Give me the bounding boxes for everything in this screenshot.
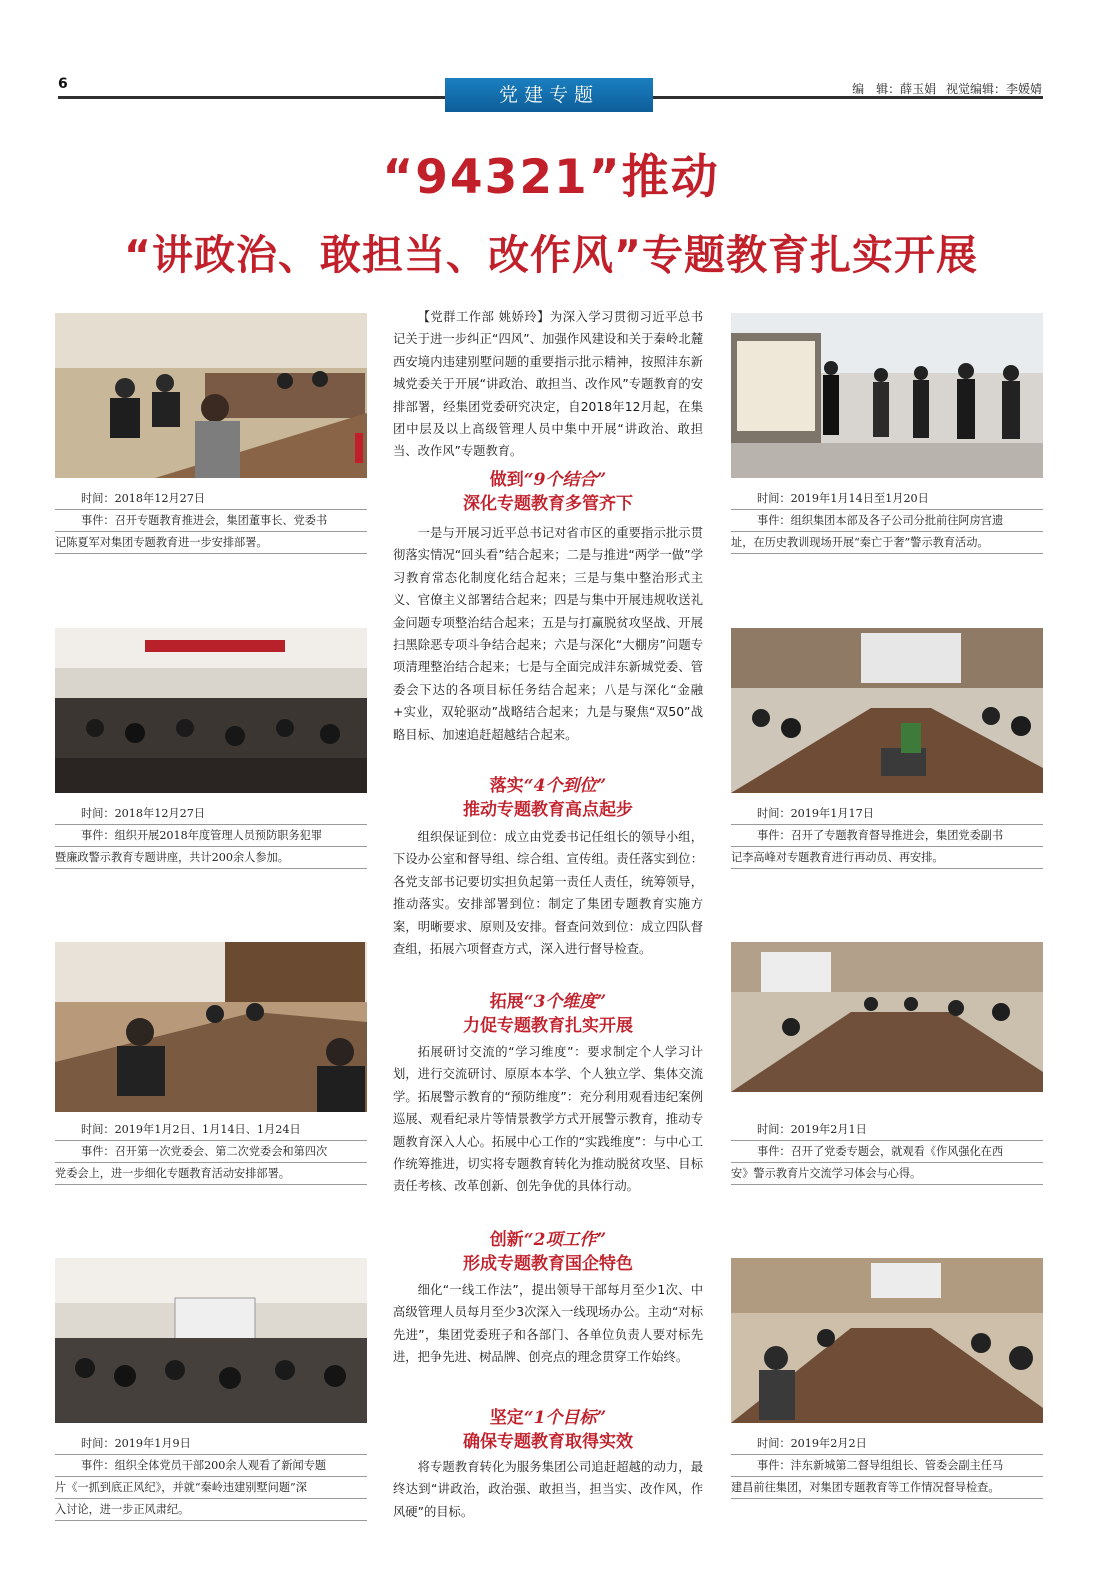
subhead-title: 确保专题教育取得实效 (463, 1432, 633, 1452)
caption-event: 入讨论，进一步正风肃纪。 (55, 1499, 367, 1521)
caption-left-2 (55, 803, 367, 869)
subhead-title: 推动专题教育高点起步 (463, 800, 633, 820)
section-text: 将专题教育转化为服务集团公司追赶超越的动力，最终达到“讲政治，政治强、敢担当，担当实、改作风，作风硬”的目标。 (393, 1460, 703, 1519)
editor-label: 编 辑：薛玉娟 (852, 82, 937, 96)
caption-event: 事件：召开专题教育推进会，集团董事长、党委书 (55, 510, 367, 532)
headline-line2: “讲政治、敢担当、改作风”专题教育扎实开展 (124, 231, 978, 279)
caption-event: 片《一抓到底正风纪》，并就“秦岭违建别墅问题”深 (55, 1477, 367, 1499)
subhead-4 (393, 1228, 703, 1276)
caption-right-2 (731, 803, 1043, 869)
headline-line1: “94321”推动 (382, 150, 720, 205)
subhead-num: “4个到位” (523, 776, 607, 796)
caption-date: 时间：2019年2月1日 (731, 1119, 1043, 1141)
caption-event: 事件：组织开展2018年度管理人员预防职务犯罪 (55, 825, 367, 847)
caption-right-3 (731, 1119, 1043, 1185)
caption-right-1 (731, 488, 1043, 554)
intro-text: 【党群工作部 姚娇玲】为深入学习贯彻习近平总书记关于进一步纠正“四风”、加强作风建设和关于秦岭北麓西安境内违建别墅问题的重要指示批示精神，按照沣东新城党委关于开展“讲政治、敢担当、改作风”专题教育的安排部署，经集团党委研究决定，自2018年12月起，在集团中层及以上高级管理人员中集中开展“讲政治、敢担当、改作风”专题教育。 (393, 310, 703, 459)
caption-event: 记李高峰对专题教育进行再动员、再安排。 (731, 847, 1043, 869)
subhead-title: 形成专题教育国企特色 (463, 1254, 633, 1274)
caption-event: 事件：召开第一次党委会、第二次党委会和第四次 (55, 1141, 367, 1163)
caption-event: 事件：召开了党委专题会，就观看《作风强化在西 (731, 1141, 1043, 1163)
caption-event: 事件：组织集团本部及各子公司分批前往阿房宫遗 (731, 510, 1043, 532)
section-text: 一是与开展习近平总书记对省市区的重要指示批示贯彻落实情况“回头看”结合起来；二是与推进“两学一做”学习教育常态化制度化结合起来；三是与集中整治形式主义、官僚主义部署结合起来；四是与集中开展违规收送礼金问题专项整治结合起来；五是与打赢脱贫攻坚战、开展扫黑除恶专项斗争结合起来；六是与深化“大棚房”问题专项清理整治结合起来；七是与全面完成沣东新城党委、管委会下达的各项目标任务结合起来；八是与深化“金融+实业，双轮驱动”战略结合起来；九是与聚焦“双50”战略目标、加速追赶超越结合起来。 (393, 526, 703, 742)
caption-event: 党委会上，进一步细化专题教育活动安排部署。 (55, 1163, 367, 1185)
subhead-pre: 创新 (489, 1230, 524, 1250)
section-body-3 (393, 1041, 703, 1198)
caption-date: 时间：2018年12月27日 (55, 488, 367, 510)
caption-left-3 (55, 1119, 367, 1185)
subhead-num: “3个维度” (523, 992, 607, 1012)
caption-event: 事件：召开了专题教育督导推进会，集团党委副书 (731, 825, 1043, 847)
section-text: 组织保证到位：成立由党委书记任组长的领导小组，下设办公室和督导组、综合组、宣传组。责任落实到位：各党支部书记要切实担负起第一责任人责任，统筹领导，推动落实。安排部署到位：制定了集团专题教育实施方案，明晰要求、原则及安排。督查问效到位：成立四队督查组，拓展六项督查方式，深入进行督导检查。 (393, 830, 703, 957)
caption-date: 时间：2019年1月2日、1月14日、1月24日 (55, 1119, 367, 1141)
caption-event: 事件：组织全体党员干部200余人观看了新闻专题 (55, 1455, 367, 1477)
subhead-num: “1个目标” (523, 1408, 607, 1428)
subhead-3 (393, 990, 703, 1038)
caption-event: 建昌前往集团，对集团专题教育等工作情况督导检查。 (731, 1477, 1043, 1499)
photo-meeting-1 (55, 313, 367, 478)
photo-film-screening (55, 1258, 367, 1423)
caption-date: 时间：2019年1月17日 (731, 803, 1043, 825)
caption-event: 记陈夏军对集团专题教育进一步安排部署。 (55, 532, 367, 554)
subhead-num: “2项工作” (523, 1230, 607, 1250)
caption-left-1 (55, 488, 367, 554)
photo-supervision-meeting (731, 628, 1043, 793)
caption-event: 安》警示教育片交流学习体会与心得。 (731, 1163, 1043, 1185)
caption-event: 事件：沣东新城第二督导组组长、管委会副主任马 (731, 1455, 1043, 1477)
subhead-title: 力促专题教育扎实开展 (463, 1016, 633, 1036)
section-body-4 (393, 1279, 703, 1369)
section-text: 拓展研讨交流的“学习维度”：要求制定个人学习计划，进行交流研讨、原原本本学、个人独立学、集体交流学。拓展警示教育的“预防维度”：充分利用观看违纪案例巡展、观看纪录片等情景教学方式开展警示教育，推动专题教育深入人心。拓展中心工作的“实践维度”：与中心工作统筹推进，切实将专题教育转化为推动脱贫攻坚、目标责任考核、改革创新、创先争优的具体行动。 (393, 1045, 703, 1194)
subhead-pre: 落实 (489, 776, 524, 796)
caption-right-4 (731, 1433, 1043, 1499)
subhead-num: “9个结合” (523, 470, 607, 490)
caption-event: 暨廉政警示教育专题讲座，共计200余人参加。 (55, 847, 367, 869)
caption-date: 时间：2019年1月14日至1月20日 (731, 488, 1043, 510)
subhead-5 (393, 1406, 703, 1454)
photo-party-committee (55, 942, 367, 1112)
photo-special-meeting (731, 942, 1043, 1092)
caption-left-4 (55, 1433, 367, 1521)
subhead-1 (393, 468, 703, 516)
visual-editor-label: 视觉编辑：李媛婧 (945, 82, 1042, 96)
subhead-title: 深化专题教育多管齐下 (463, 494, 633, 514)
section-body-1 (393, 522, 703, 746)
section-text: 细化“一线工作法”，提出领导干部每月至少1次、中高级管理人员每月至少3次深入一线现场办公。主动“对标先进”，集团党委班子和各部门、各单位负责人要对标先进，把争先进、树品牌、创亮点的理念贯穿工作始终。 (393, 1283, 703, 1365)
subhead-pre: 拓展 (489, 992, 524, 1012)
photo-lecture-hall (55, 628, 367, 793)
section-banner: 党建专题 (445, 78, 653, 112)
photo-inspection (731, 1258, 1043, 1423)
subhead-2 (393, 774, 703, 822)
subhead-pre: 做到 (489, 470, 524, 490)
editor-credits (846, 80, 1042, 97)
section-body-2 (393, 826, 703, 960)
caption-date: 时间：2018年12月27日 (55, 803, 367, 825)
caption-date: 时间：2019年2月2日 (731, 1433, 1043, 1455)
photo-outdoor-visit (731, 313, 1043, 478)
page-number: 6 (58, 76, 68, 92)
caption-date: 时间：2019年1月9日 (55, 1433, 367, 1455)
caption-event: 址，在历史教训现场开展“秦亡于奢”警示教育活动。 (731, 532, 1043, 554)
intro-paragraph (393, 306, 703, 463)
section-body-5 (393, 1456, 703, 1523)
subhead-pre: 坚定 (489, 1408, 524, 1428)
